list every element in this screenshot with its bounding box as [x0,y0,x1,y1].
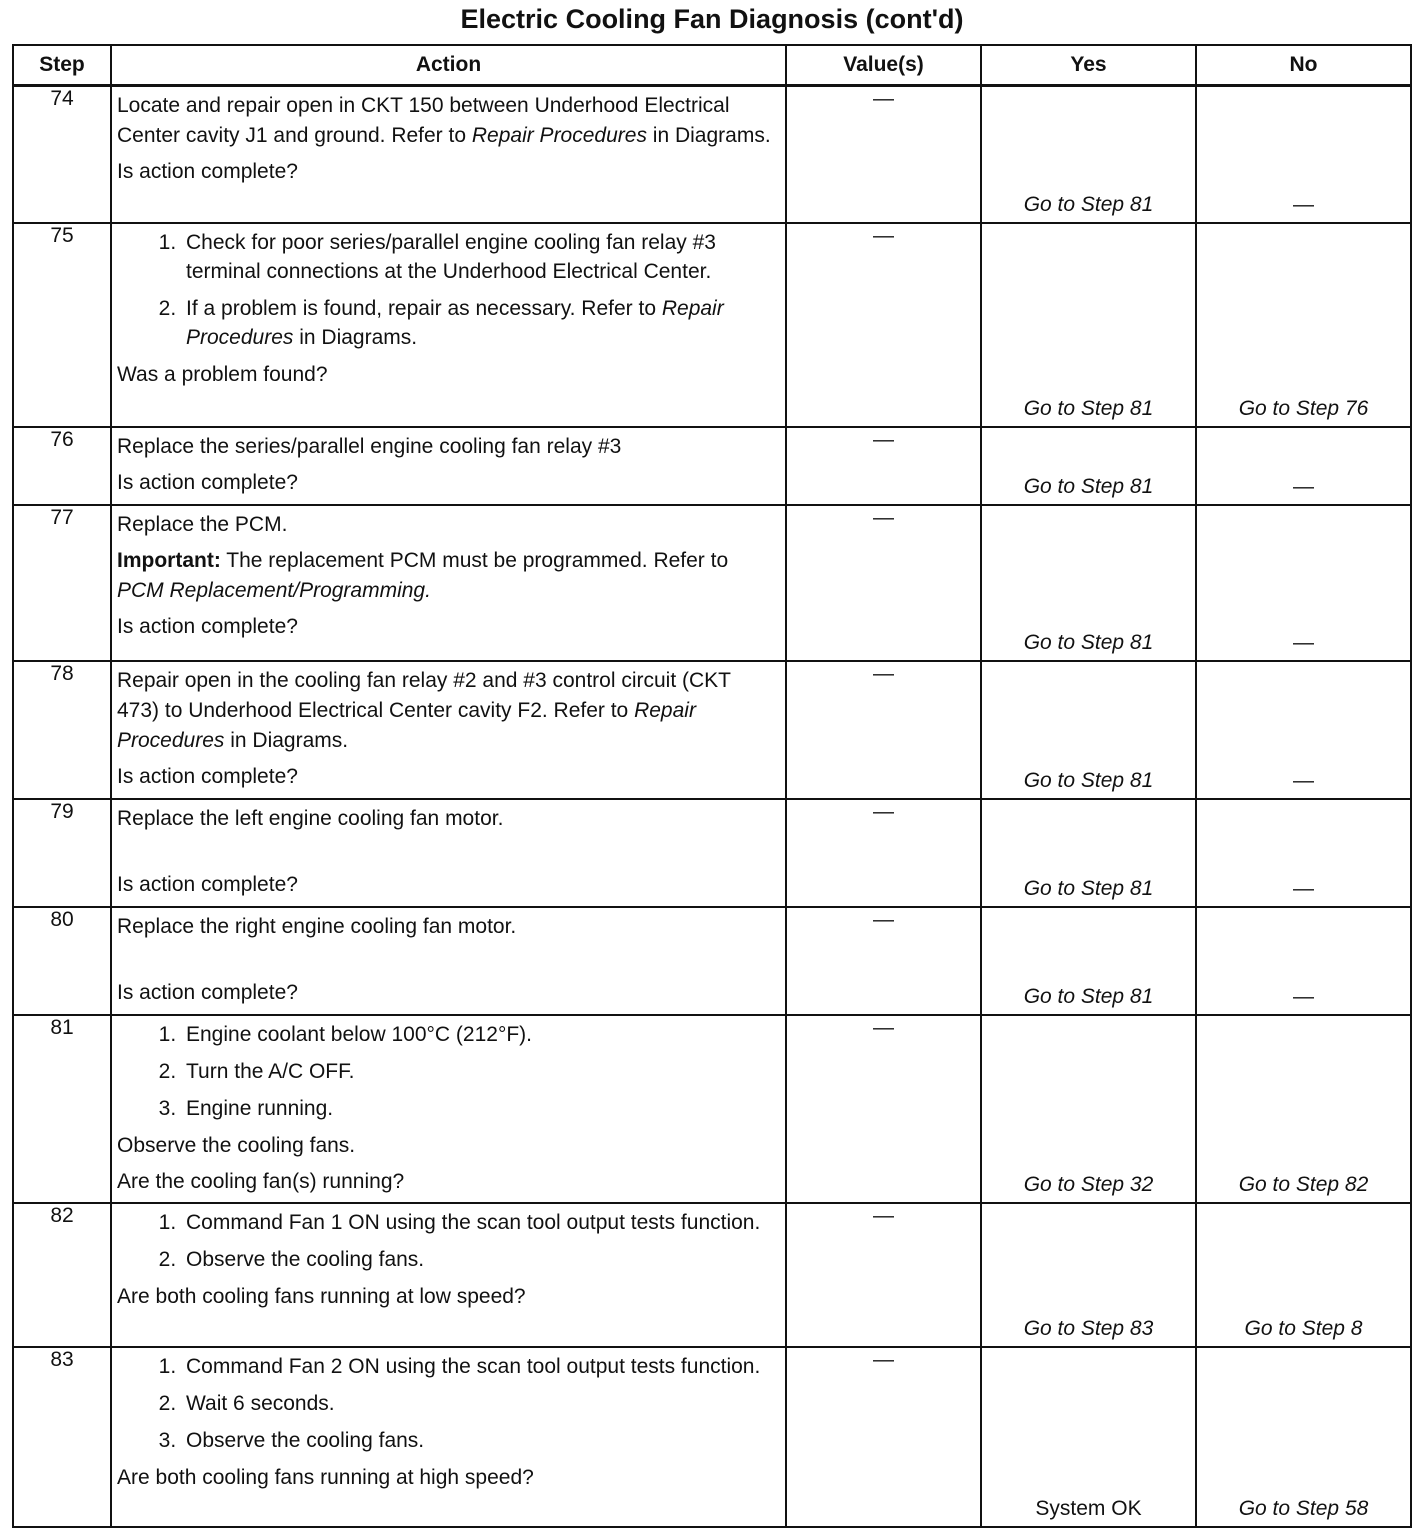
table-row [13,907,1411,1015]
step-number: 80 [13,907,111,1015]
value-cell: — [786,427,981,505]
action-text: If a problem is found, repair as necessary. Refer to [186,296,662,320]
action-text: in Diagrams. [646,124,771,147]
step-number: 76 [13,427,111,505]
action-text: Replace the right engine cooling fan motor. [117,914,517,938]
yes-result: System OK [1035,1496,1142,1520]
action-list-item: 1. Command Fan 2 ON using the scan tool output tests function. [182,1352,777,1381]
no-cell [1196,661,1411,799]
yes-result: Go to Step 81 [1023,192,1154,216]
header-step: Step [13,45,111,86]
header-yes: Yes [981,45,1196,86]
no-cell [1196,427,1411,505]
yes-cell [981,223,1196,427]
step-number: 77 [13,505,111,661]
action-text: Replace the left engine cooling fan motor. [117,806,504,830]
yes-result: Go to Step 81 [1023,630,1154,654]
action-list-item: 3. Engine running. [182,1094,777,1123]
no-result: — [1293,984,1314,1008]
action-list-item [182,294,777,352]
step-number: 78 [13,661,111,799]
header-action: Action [111,45,786,86]
action-list-item: 2. Observe the cooling fans. [182,1245,777,1274]
no-cell [1196,223,1411,427]
value-cell: — [786,907,981,1015]
action-cell [111,907,786,1015]
action-list-item: 1. Command Fan 1 ON using the scan tool output tests function. [182,1208,777,1237]
action-emphasis: PCM Replacement/Programming. [117,578,431,602]
action-text: in Diagrams. [293,325,418,349]
no-result: — [1293,630,1314,654]
yes-cell [981,1347,1196,1527]
table-row [13,1203,1411,1347]
action-question: Is action complete? [117,160,298,183]
action-question: Is action complete? [117,470,298,494]
value-cell: — [786,223,981,427]
yes-cell [981,1015,1196,1203]
value-cell: — [786,1015,981,1203]
action-text: The replacement PCM must be programmed. Refer to [220,548,729,572]
action-emphasis: Repair Procedures [117,698,696,752]
action-list-item: 1. Engine coolant below 100°C (212°F). [182,1020,777,1049]
table-header-row [13,45,1411,86]
value-cell: — [786,1203,981,1347]
diagnosis-table [12,44,1412,1528]
action-text: Locate and repair open in CKT 150 between Underhood Electrical Center cavity J1 and ground. Refer to [117,94,730,147]
yes-cell [981,907,1196,1015]
no-result: Go to Step 58 [1238,1496,1369,1520]
action-cell [111,661,786,799]
yes-result: Go to Step 81 [1023,768,1154,792]
table-row [13,505,1411,661]
value-cell: — [786,505,981,661]
table-row [13,799,1411,907]
no-result: Go to Step 76 [1238,396,1369,420]
action-list-item: 1. Check for poor series/parallel engine cooling fan relay #3 terminal connections at the Underhood Electrical Center. [182,228,777,286]
no-cell [1196,86,1411,223]
yes-result: Go to Step 81 [1023,396,1154,420]
action-cell [111,427,786,505]
no-result: — [1293,768,1314,792]
value-cell: — [786,86,981,223]
table-row [13,86,1411,223]
value-cell: — [786,1347,981,1527]
page-title: Electric Cooling Fan Diagnosis (cont'd) [460,4,964,34]
action-text: in Diagrams. [224,728,349,752]
no-result: Go to Step 8 [1244,1316,1363,1340]
action-cell [111,1347,786,1527]
value-cell: — [786,799,981,907]
yes-cell [981,1203,1196,1347]
yes-result: Go to Step 81 [1023,984,1154,1008]
yes-cell [981,86,1196,223]
action-text: Replace the PCM. [117,512,288,536]
action-question: Are the cooling fan(s) running? [117,1169,405,1193]
table-row [13,1015,1411,1203]
action-question: Are both cooling fans running at low speed? [117,1284,526,1308]
yes-result: Go to Step 32 [1023,1172,1154,1196]
table-row [13,661,1411,799]
action-cell [111,505,786,661]
step-number: 83 [13,1347,111,1527]
action-emphasis: Repair Procedures [471,124,647,147]
action-question: Is action complete? [117,872,298,896]
header-no: No [1196,45,1411,86]
table-row [13,223,1411,427]
action-question: Is action complete? [117,980,298,1004]
table-row [13,1347,1411,1527]
action-cell [111,799,786,907]
yes-result: Go to Step 81 [1023,474,1154,498]
no-result: Go to Step 82 [1238,1172,1369,1196]
no-result: — [1293,474,1314,498]
action-text: Observe the cooling fans. [117,1133,356,1157]
action-question: Is action complete? [117,614,298,638]
action-question: Are both cooling fans running at high speed? [117,1465,534,1489]
header-values: Value(s) [786,45,981,86]
action-question: Is action complete? [117,764,298,788]
no-result: — [1293,876,1314,900]
step-number: 82 [13,1203,111,1347]
no-cell [1196,907,1411,1015]
yes-cell [981,799,1196,907]
yes-cell [981,427,1196,505]
step-number: 79 [13,799,111,907]
no-cell [1196,1347,1411,1527]
yes-result: Go to Step 81 [1023,876,1154,900]
action-cell [111,86,786,223]
action-emphasis: Repair Procedures [186,296,724,349]
yes-cell [981,505,1196,661]
important-label: Important: [117,548,221,572]
no-cell [1196,799,1411,907]
step-number: 81 [13,1015,111,1203]
no-cell [1196,1015,1411,1203]
action-cell [111,223,786,427]
action-list-item: 3. Observe the cooling fans. [182,1426,777,1455]
action-cell [111,1203,786,1347]
action-cell [111,1015,786,1203]
important-note [117,546,777,606]
action-text: Replace the series/parallel engine cooling fan relay #3 [117,434,622,458]
no-cell [1196,505,1411,661]
action-question: Was a problem found? [117,362,328,386]
action-text: Repair open in the cooling fan relay #2 and #3 control circuit (CKT 473) to Underhood Electrical Center cavity F2. Refer to [117,668,731,722]
step-number: 74 [13,86,111,223]
table-row [13,427,1411,505]
yes-result: Go to Step 83 [1023,1316,1154,1340]
action-list-item: 2. Wait 6 seconds. [182,1389,777,1418]
no-cell [1196,1203,1411,1347]
value-cell: — [786,661,981,799]
yes-cell [981,661,1196,799]
no-result: — [1293,192,1314,216]
step-number: 75 [13,223,111,427]
action-list-item: 2. Turn the A/C OFF. [182,1057,777,1086]
